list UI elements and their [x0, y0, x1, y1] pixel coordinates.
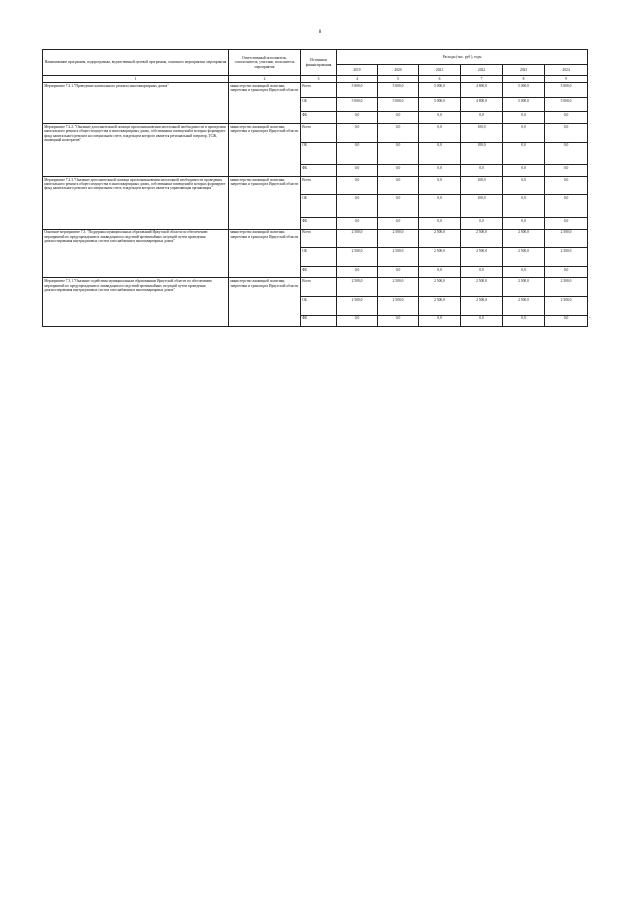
expense-value-cell: 2 500,0: [545, 278, 588, 297]
funding-source-cell: ОБ: [301, 195, 337, 218]
expense-value-cell: 5 000,0: [503, 97, 545, 112]
expense-value-cell: 0,0: [503, 165, 545, 177]
expense-value-cell: 0,0: [337, 195, 378, 218]
program-name-cell: Мероприятие 7.3.1."Оказание содействия муниципальным образованиям Иркутской области по обеспечению мероприятий по предупреждению и ликвидации последствий чрезвычайных ситуаций путем проведения диагностирования внутридомовых систем газоснабжения в многоквартирных домах": [43, 278, 229, 327]
header-year: 2019: [337, 64, 378, 76]
expense-value-cell: 0,0: [337, 142, 378, 165]
header-source: Источники финансирования: [301, 50, 337, 76]
expense-value-cell: 0,0: [461, 266, 503, 278]
table-row: [43, 176, 588, 195]
expense-value-cell: 0,0: [378, 266, 419, 278]
index-cell: 5: [378, 76, 419, 83]
expense-value-cell: 0,0: [503, 217, 545, 229]
program-name-cell: Основное мероприятие 7.3. "Поддержка муниципальных образований Иркутской области по обеспечению мероприятий по предупреждению и ликвидации последствий чрезвычайных ситуаций путем проведения диагностирования внутридомовых систем газоснабжения в многоквартирных домах": [43, 229, 229, 278]
expense-value-cell: 2 500,0: [419, 229, 461, 248]
expense-value-cell: 0,0: [337, 112, 378, 124]
header-year: 2024: [545, 64, 588, 76]
expense-value-cell: 0,0: [378, 165, 419, 177]
expense-value-cell: 2 500,0: [503, 296, 545, 315]
table-body: [43, 83, 588, 327]
budget-table: [42, 49, 588, 327]
expense-value-cell: 2 500,0: [378, 296, 419, 315]
expense-value-cell: 100,0: [461, 123, 503, 142]
expense-value-cell: 0,0: [503, 315, 545, 327]
expense-value-cell: 0,0: [503, 266, 545, 278]
index-cell: 8: [503, 76, 545, 83]
expense-value-cell: 2 500,0: [419, 248, 461, 267]
expense-value-cell: 0,0: [461, 217, 503, 229]
expense-value-cell: 0,0: [378, 217, 419, 229]
expense-value-cell: 0,0: [419, 195, 461, 218]
expense-value-cell: 0,0: [545, 266, 588, 278]
expense-value-cell: 5 000,0: [419, 83, 461, 98]
expense-value-cell: 0,0: [545, 123, 588, 142]
funding-source-cell: ОБ: [301, 296, 337, 315]
header-row: [43, 50, 588, 65]
funding-source-cell: ОБ: [301, 97, 337, 112]
program-name-cell: Мероприятие 7.2.2. "Оказание дополнительной помощи при возникновении неотложной необходимости в проведении капитального ремонта общего имущества в многоквартирных домах, собственники помещений в которых формируют фонд капитального ремонта на специальном счете, владельцем которого является региональный оператор, ТСЖ, жилищный кооператив": [43, 123, 229, 176]
funding-source-cell: Всего: [301, 278, 337, 297]
expense-value-cell: 2 500,0: [378, 229, 419, 248]
funding-source-cell: Всего: [301, 229, 337, 248]
expense-value-cell: 0,0: [461, 165, 503, 177]
expense-value-cell: 0,0: [545, 112, 588, 124]
expense-value-cell: 0,0: [461, 112, 503, 124]
funding-source-cell: ФБ: [301, 112, 337, 124]
funding-source-cell: ФБ: [301, 217, 337, 229]
expense-value-cell: 0,0: [378, 142, 419, 165]
executor-cell: министерство жилищной политики, энергетики и транспорта Иркутской области: [229, 229, 301, 278]
expense-value-cell: 0,0: [419, 142, 461, 165]
expense-value-cell: 0,0: [545, 176, 588, 195]
expense-value-cell: 0,0: [378, 123, 419, 142]
table-row: [43, 123, 588, 142]
program-name-cell: Мероприятие 7.2.3."Оказание дополнительной помощи при возникновении неотложной необходимости проведения капитального ремонта общего имущества в многоквартирных домах, собственники помещений в которых формируют фонд капитального ремонта на специальном счете, владельцем которого является управляющая организация": [43, 176, 229, 229]
expense-value-cell: 4 800,0: [461, 97, 503, 112]
expense-value-cell: 100,0: [461, 142, 503, 165]
expense-value-cell: 0,0: [419, 165, 461, 177]
expense-value-cell: 0,0: [419, 112, 461, 124]
expense-value-cell: 0,0: [419, 315, 461, 327]
expense-value-cell: 2 500,0: [503, 248, 545, 267]
expense-value-cell: 100,0: [461, 176, 503, 195]
header-year: 2021: [419, 64, 461, 76]
expense-value-cell: 2 500,0: [461, 278, 503, 297]
expense-value-cell: 2 500,0: [378, 278, 419, 297]
expense-value-cell: 5 000,0: [419, 97, 461, 112]
index-cell: 6: [419, 76, 461, 83]
table-row: [43, 229, 588, 248]
expense-value-cell: 0,0: [337, 176, 378, 195]
expense-value-cell: 2 500,0: [337, 278, 378, 297]
expense-value-cell: 0,0: [337, 315, 378, 327]
funding-source-cell: ФБ: [301, 315, 337, 327]
expense-value-cell: 0,0: [419, 176, 461, 195]
header-executor: Ответственный исполнитель, соисполнитель, участник, исполнитель мероприятия: [229, 50, 301, 76]
expense-value-cell: 0,0: [545, 142, 588, 165]
expense-value-cell: 2 500,0: [461, 296, 503, 315]
index-cell: 7: [461, 76, 503, 83]
expense-value-cell: 2 500,0: [545, 229, 588, 248]
expense-value-cell: 5 000,0: [503, 83, 545, 98]
funding-source-cell: ОБ: [301, 142, 337, 165]
funding-source-cell: Всего: [301, 123, 337, 142]
closing-quote-mark: ".: [589, 316, 592, 321]
page-number: 8: [318, 30, 322, 35]
funding-source-cell: ФБ: [301, 266, 337, 278]
expense-value-cell: 0,0: [503, 123, 545, 142]
expense-value-cell: 0,0: [337, 266, 378, 278]
expense-value-cell: 5 000,0: [378, 97, 419, 112]
expense-value-cell: 0,0: [503, 112, 545, 124]
executor-cell: министерство жилищной политики, энергетики и транспорта Иркутской области: [229, 83, 301, 124]
expense-value-cell: 2 500,0: [545, 296, 588, 315]
funding-source-cell: ОБ: [301, 248, 337, 267]
executor-cell: министерство жилищной политики, энергетики и транспорта Иркутской области: [229, 123, 301, 176]
expense-value-cell: 2 500,0: [337, 296, 378, 315]
expense-value-cell: 5 000,0: [337, 83, 378, 98]
expense-value-cell: 0,0: [419, 217, 461, 229]
executor-cell: министерство жилищной политики, энергетики и транспорта Иркутской области: [229, 278, 301, 327]
expense-value-cell: 2 500,0: [461, 248, 503, 267]
expense-value-cell: 0,0: [337, 123, 378, 142]
expense-value-cell: 0,0: [503, 195, 545, 218]
expense-value-cell: 2 500,0: [503, 229, 545, 248]
expense-value-cell: 0,0: [378, 315, 419, 327]
expense-value-cell: 2 500,0: [503, 278, 545, 297]
funding-source-cell: Всего: [301, 176, 337, 195]
expense-value-cell: 5 000,0: [545, 83, 588, 98]
funding-source-cell: Всего: [301, 83, 337, 98]
expense-value-cell: 2 500,0: [419, 278, 461, 297]
index-cell: 9: [545, 76, 588, 83]
program-name-cell: Мероприятие 7.2.1."Проведение капитального ремонта многоквартирных домов": [43, 83, 229, 124]
header-year: 2022: [461, 64, 503, 76]
expense-value-cell: 2 500,0: [545, 248, 588, 267]
expense-value-cell: 0,0: [378, 176, 419, 195]
index-cell: 3: [301, 76, 337, 83]
expense-value-cell: 5 000,0: [378, 83, 419, 98]
header-year: 2020: [378, 64, 419, 76]
index-cell: 4: [337, 76, 378, 83]
expense-value-cell: 0,0: [337, 165, 378, 177]
index-cell: 2: [229, 76, 301, 83]
expense-value-cell: 0,0: [545, 315, 588, 327]
expense-value-cell: 2 500,0: [337, 229, 378, 248]
expense-value-cell: 2 500,0: [461, 229, 503, 248]
expense-value-cell: 5 000,0: [545, 97, 588, 112]
index-row: [43, 76, 588, 83]
table-row: [43, 83, 588, 98]
header-year: 2023: [503, 64, 545, 76]
index-cell: 1: [43, 76, 229, 83]
funding-source-cell: ФБ: [301, 165, 337, 177]
expense-value-cell: 0,0: [419, 266, 461, 278]
header-name: Наименование программы, подпрограммы, ведомственной целевой программы, основного мероприятия, мероприятия: [43, 50, 229, 76]
expense-value-cell: 0,0: [545, 195, 588, 218]
expense-value-cell: 0,0: [378, 195, 419, 218]
executor-cell: министерство жилищной политики, энергетики и транспорта Иркутской области: [229, 176, 301, 229]
expense-value-cell: 0,0: [461, 315, 503, 327]
table-row: [43, 278, 588, 297]
expense-value-cell: 0,0: [545, 165, 588, 177]
expense-value-cell: 2 500,0: [378, 248, 419, 267]
expense-value-cell: 0,0: [378, 112, 419, 124]
expense-value-cell: 2 500,0: [337, 248, 378, 267]
expense-value-cell: 2 500,0: [419, 296, 461, 315]
expense-value-cell: 0,0: [503, 142, 545, 165]
expense-value-cell: 100,0: [461, 195, 503, 218]
header-expenses: Расходы (тыс. руб.), годы: [337, 50, 588, 65]
expense-value-cell: 0,0: [545, 217, 588, 229]
expense-value-cell: 0,0: [337, 217, 378, 229]
expense-value-cell: 0,0: [419, 123, 461, 142]
expense-value-cell: 4 800,0: [461, 83, 503, 98]
expense-value-cell: 5 000,0: [337, 97, 378, 112]
expense-value-cell: 0,0: [503, 176, 545, 195]
